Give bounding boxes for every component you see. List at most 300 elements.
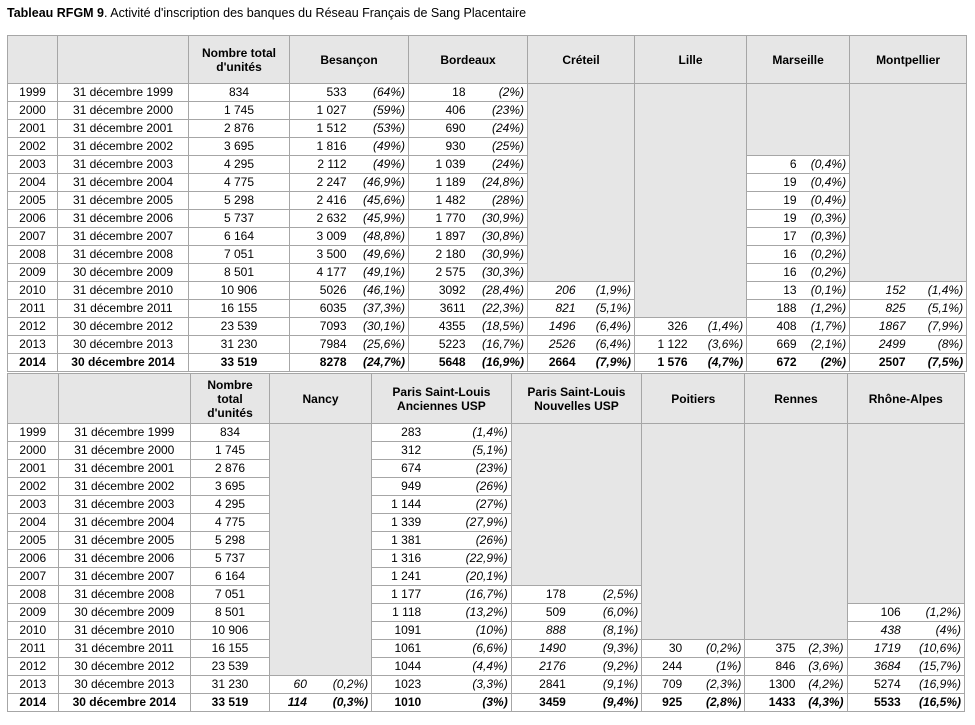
units-value-cell: 2176 xyxy=(511,658,569,676)
units-value-cell: 30 xyxy=(642,640,685,658)
table-row xyxy=(8,228,967,246)
units-value-cell: 930 xyxy=(409,138,469,156)
units-value-cell: 5274 xyxy=(847,676,904,694)
no-data-cell xyxy=(745,424,847,640)
percent-cell: (4%) xyxy=(904,622,965,640)
units-value-cell: 312 xyxy=(372,442,425,460)
units-value-cell: 1091 xyxy=(372,622,425,640)
no-data-cell xyxy=(528,84,635,282)
units-value-cell: 1 241 xyxy=(372,568,425,586)
percent-cell: (45,6%) xyxy=(350,192,409,210)
table-title-prefix: Tableau RFGM 9 xyxy=(7,6,105,20)
no-data-cell xyxy=(747,84,850,156)
total-units-cell: 834 xyxy=(191,424,270,442)
total-units-cell: 6 164 xyxy=(189,228,290,246)
units-value-cell: 2664 xyxy=(528,354,579,372)
percent-cell: (46,9%) xyxy=(350,174,409,192)
table-row xyxy=(8,84,967,102)
units-value-cell: 1 770 xyxy=(409,210,469,228)
percent-cell: (25%) xyxy=(469,138,528,156)
total-units-cell: 5 737 xyxy=(189,210,290,228)
units-value-cell: 106 xyxy=(847,604,904,622)
no-data-cell xyxy=(642,424,745,640)
percent-cell: (9,1%) xyxy=(569,676,642,694)
percent-cell: (0,2%) xyxy=(685,640,745,658)
date-cell: 31 décembre 2001 xyxy=(58,120,189,138)
percent-cell: (30,1%) xyxy=(350,318,409,336)
percent-cell: (30,3%) xyxy=(469,264,528,282)
registration-table-part-1 xyxy=(7,35,967,372)
units-value-cell: 669 xyxy=(747,336,800,354)
total-units-cell: 1 745 xyxy=(189,102,290,120)
date-cell: 31 décembre 2004 xyxy=(58,514,191,532)
percent-cell: (1,7%) xyxy=(800,318,850,336)
units-value-cell: 326 xyxy=(635,318,691,336)
percent-cell: (30,9%) xyxy=(469,246,528,264)
percent-cell: (24%) xyxy=(469,156,528,174)
percent-cell: (49,1%) xyxy=(350,264,409,282)
year-cell: 2003 xyxy=(8,496,59,514)
header-bank: Lille xyxy=(635,36,747,84)
percent-cell: (25,6%) xyxy=(350,336,409,354)
units-value-cell: 283 xyxy=(372,424,425,442)
percent-cell: (8%) xyxy=(909,336,967,354)
percent-cell: (2,1%) xyxy=(800,336,850,354)
percent-cell: (18,5%) xyxy=(469,318,528,336)
table-row xyxy=(8,192,967,210)
units-value-cell: 1867 xyxy=(850,318,909,336)
date-cell: 31 décembre 2004 xyxy=(58,174,189,192)
header-bank: Créteil xyxy=(528,36,635,84)
units-value-cell: 1719 xyxy=(847,640,904,658)
units-value-cell: 16 xyxy=(747,264,800,282)
date-cell: 30 décembre 2009 xyxy=(58,264,189,282)
units-value-cell: 5648 xyxy=(409,354,469,372)
units-value-cell: 1 512 xyxy=(290,120,350,138)
units-value-cell: 244 xyxy=(642,658,685,676)
total-units-cell: 6 164 xyxy=(191,568,270,586)
percent-cell: (30,9%) xyxy=(469,210,528,228)
date-cell: 31 décembre 2005 xyxy=(58,192,189,210)
units-value-cell: 1300 xyxy=(745,676,799,694)
percent-cell: (49%) xyxy=(350,138,409,156)
units-value-cell: 2 575 xyxy=(409,264,469,282)
percent-cell: (23%) xyxy=(424,460,511,478)
percent-cell: (16,7%) xyxy=(469,336,528,354)
no-data-cell xyxy=(269,424,371,676)
units-value-cell: 438 xyxy=(847,622,904,640)
units-value-cell: 1 144 xyxy=(372,496,425,514)
year-cell: 2004 xyxy=(8,514,59,532)
percent-cell: (26%) xyxy=(424,478,511,496)
year-cell: 2013 xyxy=(8,336,58,354)
units-value-cell: 5026 xyxy=(290,282,350,300)
percent-cell: (9,2%) xyxy=(569,658,642,676)
year-cell: 2012 xyxy=(8,658,59,676)
total-units-cell: 5 737 xyxy=(191,550,270,568)
units-value-cell: 1490 xyxy=(511,640,569,658)
total-units-cell: 4 295 xyxy=(189,156,290,174)
total-units-cell: 4 775 xyxy=(191,514,270,532)
year-cell: 2002 xyxy=(8,138,58,156)
table-row xyxy=(8,246,967,264)
percent-cell: (45,9%) xyxy=(350,210,409,228)
table-row xyxy=(8,640,965,658)
percent-cell: (37,3%) xyxy=(350,300,409,318)
units-value-cell: 888 xyxy=(511,622,569,640)
units-value-cell: 949 xyxy=(372,478,425,496)
units-value-cell: 6035 xyxy=(290,300,350,318)
date-cell: 30 décembre 2014 xyxy=(58,354,189,372)
year-cell: 2006 xyxy=(8,550,59,568)
units-value-cell: 2 416 xyxy=(290,192,350,210)
header-total-units: Nombre total d'unités xyxy=(189,36,290,84)
units-value-cell: 1 316 xyxy=(372,550,425,568)
no-data-cell xyxy=(635,84,747,318)
year-cell: 2012 xyxy=(8,318,58,336)
header-bank: Nancy xyxy=(269,374,371,424)
percent-cell: (1,2%) xyxy=(800,300,850,318)
units-value-cell: 3092 xyxy=(409,282,469,300)
no-data-cell xyxy=(847,424,964,604)
percent-cell: (6,4%) xyxy=(579,336,635,354)
units-value-cell: 674 xyxy=(372,460,425,478)
year-cell: 2005 xyxy=(8,532,59,550)
total-units-cell: 1 745 xyxy=(191,442,270,460)
units-value-cell: 4 177 xyxy=(290,264,350,282)
units-value-cell: 152 xyxy=(850,282,909,300)
total-units-cell: 3 695 xyxy=(189,138,290,156)
units-value-cell: 3 009 xyxy=(290,228,350,246)
units-value-cell: 7984 xyxy=(290,336,350,354)
date-cell: 31 décembre 2002 xyxy=(58,138,189,156)
units-value-cell: 925 xyxy=(642,694,685,712)
units-value-cell: 672 xyxy=(747,354,800,372)
date-cell: 31 décembre 2000 xyxy=(58,102,189,120)
units-value-cell: 7093 xyxy=(290,318,350,336)
units-value-cell: 1433 xyxy=(745,694,799,712)
date-cell: 31 décembre 2011 xyxy=(58,300,189,318)
total-units-cell: 33 519 xyxy=(189,354,290,372)
date-cell: 31 décembre 2003 xyxy=(58,156,189,174)
table-row xyxy=(8,354,967,372)
year-cell: 2010 xyxy=(8,622,59,640)
year-cell: 2011 xyxy=(8,640,59,658)
table-row xyxy=(8,658,965,676)
year-cell: 2000 xyxy=(8,442,59,460)
units-value-cell: 1 027 xyxy=(290,102,350,120)
units-value-cell: 17 xyxy=(747,228,800,246)
total-units-cell: 4 775 xyxy=(189,174,290,192)
total-units-cell: 5 298 xyxy=(191,532,270,550)
units-value-cell: 19 xyxy=(747,210,800,228)
percent-cell: (2,8%) xyxy=(685,694,745,712)
header-total-units: Nombre total d'unités xyxy=(191,374,270,424)
total-units-cell: 834 xyxy=(189,84,290,102)
units-value-cell: 825 xyxy=(850,300,909,318)
percent-cell: (3,6%) xyxy=(798,658,847,676)
units-value-cell: 4355 xyxy=(409,318,469,336)
date-cell: 30 décembre 2014 xyxy=(58,694,191,712)
header-bank: Marseille xyxy=(747,36,850,84)
percent-cell: (22,9%) xyxy=(424,550,511,568)
total-units-cell: 8 501 xyxy=(189,264,290,282)
total-units-cell: 2 876 xyxy=(191,460,270,478)
year-cell: 2007 xyxy=(8,228,58,246)
percent-cell: (49%) xyxy=(350,156,409,174)
header-bank: Bordeaux xyxy=(409,36,528,84)
units-value-cell: 5533 xyxy=(847,694,904,712)
total-units-cell: 31 230 xyxy=(191,676,270,694)
units-value-cell: 1 339 xyxy=(372,514,425,532)
percent-cell: (0,4%) xyxy=(800,192,850,210)
header-row xyxy=(8,374,965,424)
table-row xyxy=(8,694,965,712)
units-value-cell: 1061 xyxy=(372,640,425,658)
units-value-cell: 178 xyxy=(511,586,569,604)
date-cell: 30 décembre 2009 xyxy=(58,604,191,622)
date-cell: 31 décembre 2003 xyxy=(58,496,191,514)
percent-cell: (6,4%) xyxy=(579,318,635,336)
units-value-cell: 3 500 xyxy=(290,246,350,264)
percent-cell: (6,6%) xyxy=(424,640,511,658)
table-row xyxy=(8,174,967,192)
percent-cell: (5,1%) xyxy=(424,442,511,460)
percent-cell: (24%) xyxy=(469,120,528,138)
percent-cell: (7,9%) xyxy=(579,354,635,372)
table-row xyxy=(8,282,967,300)
percent-cell: (1,4%) xyxy=(691,318,747,336)
percent-cell: (1,4%) xyxy=(424,424,511,442)
percent-cell: (49,6%) xyxy=(350,246,409,264)
units-value-cell: 3459 xyxy=(511,694,569,712)
percent-cell: (20,1%) xyxy=(424,568,511,586)
percent-cell: (2%) xyxy=(469,84,528,102)
units-value-cell: 206 xyxy=(528,282,579,300)
percent-cell: (0,3%) xyxy=(310,694,372,712)
percent-cell: (8,1%) xyxy=(569,622,642,640)
percent-cell: (0,1%) xyxy=(800,282,850,300)
percent-cell: (7,5%) xyxy=(909,354,967,372)
total-units-cell: 31 230 xyxy=(189,336,290,354)
units-value-cell: 533 xyxy=(290,84,350,102)
table-row xyxy=(8,424,965,442)
year-cell: 2014 xyxy=(8,354,58,372)
total-units-cell: 10 906 xyxy=(189,282,290,300)
header-bank: Besançon xyxy=(290,36,409,84)
header-date xyxy=(58,374,191,424)
units-value-cell: 2507 xyxy=(850,354,909,372)
units-value-cell: 1 177 xyxy=(372,586,425,604)
units-value-cell: 60 xyxy=(269,676,309,694)
units-value-cell: 1023 xyxy=(372,676,425,694)
percent-cell: (1,4%) xyxy=(909,282,967,300)
year-cell: 2001 xyxy=(8,120,58,138)
date-cell: 31 décembre 1999 xyxy=(58,424,191,442)
units-value-cell: 2499 xyxy=(850,336,909,354)
year-cell: 2010 xyxy=(8,282,58,300)
date-cell: 31 décembre 2007 xyxy=(58,228,189,246)
date-cell: 31 décembre 2010 xyxy=(58,622,191,640)
percent-cell: (10%) xyxy=(424,622,511,640)
percent-cell: (2,3%) xyxy=(798,640,847,658)
date-cell: 31 décembre 2000 xyxy=(58,442,191,460)
percent-cell: (64%) xyxy=(350,84,409,102)
year-cell: 2014 xyxy=(8,694,59,712)
units-value-cell: 1 482 xyxy=(409,192,469,210)
units-value-cell: 3684 xyxy=(847,658,904,676)
year-cell: 1999 xyxy=(8,84,58,102)
total-units-cell: 33 519 xyxy=(191,694,270,712)
percent-cell: (15,7%) xyxy=(904,658,965,676)
units-value-cell: 18 xyxy=(409,84,469,102)
percent-cell: (0,3%) xyxy=(800,228,850,246)
percent-cell: (28%) xyxy=(469,192,528,210)
header-year xyxy=(8,374,59,424)
date-cell: 31 décembre 2007 xyxy=(58,568,191,586)
units-value-cell: 846 xyxy=(745,658,799,676)
percent-cell: (7,9%) xyxy=(909,318,967,336)
percent-cell: (4,4%) xyxy=(424,658,511,676)
year-cell: 2013 xyxy=(8,676,59,694)
units-value-cell: 16 xyxy=(747,246,800,264)
year-cell: 2007 xyxy=(8,568,59,586)
units-value-cell: 2 180 xyxy=(409,246,469,264)
year-cell: 1999 xyxy=(8,424,59,442)
percent-cell: (4,2%) xyxy=(798,676,847,694)
percent-cell: (1,9%) xyxy=(579,282,635,300)
percent-cell: (4,3%) xyxy=(798,694,847,712)
units-value-cell: 2 632 xyxy=(290,210,350,228)
percent-cell: (48,8%) xyxy=(350,228,409,246)
year-cell: 2009 xyxy=(8,604,59,622)
percent-cell: (3%) xyxy=(424,694,511,712)
registration-table-part-2 xyxy=(7,373,965,712)
units-value-cell: 19 xyxy=(747,192,800,210)
units-value-cell: 375 xyxy=(745,640,799,658)
percent-cell: (13,2%) xyxy=(424,604,511,622)
percent-cell: (10,6%) xyxy=(904,640,965,658)
total-units-cell: 8 501 xyxy=(191,604,270,622)
year-cell: 2008 xyxy=(8,586,59,604)
units-value-cell: 6 xyxy=(747,156,800,174)
date-cell: 30 décembre 2013 xyxy=(58,676,191,694)
header-bank: Rennes xyxy=(745,374,847,424)
year-cell: 2000 xyxy=(8,102,58,120)
units-value-cell: 406 xyxy=(409,102,469,120)
units-value-cell: 1044 xyxy=(372,658,425,676)
year-cell: 2006 xyxy=(8,210,58,228)
table-title xyxy=(7,6,526,20)
units-value-cell: 408 xyxy=(747,318,800,336)
percent-cell: (0,4%) xyxy=(800,174,850,192)
units-value-cell: 2841 xyxy=(511,676,569,694)
percent-cell: (0,4%) xyxy=(800,156,850,174)
percent-cell: (28,4%) xyxy=(469,282,528,300)
percent-cell: (6,0%) xyxy=(569,604,642,622)
units-value-cell: 19 xyxy=(747,174,800,192)
percent-cell: (26%) xyxy=(424,532,511,550)
percent-cell: (3,6%) xyxy=(691,336,747,354)
units-value-cell: 3611 xyxy=(409,300,469,318)
table-title-text: . Activité d'inscription des banques du Réseau Français de Sang Placentaire xyxy=(104,6,527,20)
units-value-cell: 821 xyxy=(528,300,579,318)
header-bank: Paris Saint-Louis Anciennes USP xyxy=(372,374,512,424)
date-cell: 31 décembre 2001 xyxy=(58,460,191,478)
total-units-cell: 3 695 xyxy=(191,478,270,496)
year-cell: 2002 xyxy=(8,478,59,496)
header-row xyxy=(8,36,967,84)
units-value-cell: 1 816 xyxy=(290,138,350,156)
date-cell: 31 décembre 2011 xyxy=(58,640,191,658)
percent-cell: (0,2%) xyxy=(800,246,850,264)
header-bank: Montpellier xyxy=(850,36,967,84)
date-cell: 31 décembre 2005 xyxy=(58,532,191,550)
header-date xyxy=(58,36,189,84)
date-cell: 31 décembre 1999 xyxy=(58,84,189,102)
date-cell: 31 décembre 2006 xyxy=(58,210,189,228)
percent-cell: (5,1%) xyxy=(909,300,967,318)
header-bank: Rhône-Alpes xyxy=(847,374,964,424)
table-row xyxy=(8,156,967,174)
units-value-cell: 188 xyxy=(747,300,800,318)
units-value-cell: 1 189 xyxy=(409,174,469,192)
total-units-cell: 7 051 xyxy=(189,246,290,264)
units-value-cell: 709 xyxy=(642,676,685,694)
year-cell: 2005 xyxy=(8,192,58,210)
date-cell: 30 décembre 2012 xyxy=(58,658,191,676)
percent-cell: (46,1%) xyxy=(350,282,409,300)
total-units-cell: 7 051 xyxy=(191,586,270,604)
date-cell: 30 décembre 2012 xyxy=(58,318,189,336)
units-value-cell: 2 247 xyxy=(290,174,350,192)
header-bank: Paris Saint-Louis Nouvelles USP xyxy=(511,374,641,424)
no-data-cell xyxy=(850,84,967,282)
date-cell: 31 décembre 2008 xyxy=(58,246,189,264)
units-value-cell: 690 xyxy=(409,120,469,138)
units-value-cell: 8278 xyxy=(290,354,350,372)
year-cell: 2004 xyxy=(8,174,58,192)
total-units-cell: 16 155 xyxy=(189,300,290,318)
date-cell: 31 décembre 2008 xyxy=(58,586,191,604)
year-cell: 2008 xyxy=(8,246,58,264)
percent-cell: (0,2%) xyxy=(310,676,372,694)
percent-cell: (2,3%) xyxy=(685,676,745,694)
year-cell: 2011 xyxy=(8,300,58,318)
units-value-cell: 5223 xyxy=(409,336,469,354)
total-units-cell: 23 539 xyxy=(191,658,270,676)
table-row xyxy=(8,318,967,336)
total-units-cell: 2 876 xyxy=(189,120,290,138)
percent-cell: (0,3%) xyxy=(800,210,850,228)
percent-cell: (24,7%) xyxy=(350,354,409,372)
total-units-cell: 10 906 xyxy=(191,622,270,640)
percent-cell: (2%) xyxy=(800,354,850,372)
year-cell: 2003 xyxy=(8,156,58,174)
total-units-cell: 4 295 xyxy=(191,496,270,514)
table-row xyxy=(8,676,965,694)
percent-cell: (9,3%) xyxy=(569,640,642,658)
total-units-cell: 5 298 xyxy=(189,192,290,210)
units-value-cell: 13 xyxy=(747,282,800,300)
year-cell: 2001 xyxy=(8,460,59,478)
percent-cell: (24,8%) xyxy=(469,174,528,192)
units-value-cell: 1 576 xyxy=(635,354,691,372)
percent-cell: (5,1%) xyxy=(579,300,635,318)
percent-cell: (1,2%) xyxy=(904,604,965,622)
total-units-cell: 23 539 xyxy=(189,318,290,336)
units-value-cell: 1 122 xyxy=(635,336,691,354)
